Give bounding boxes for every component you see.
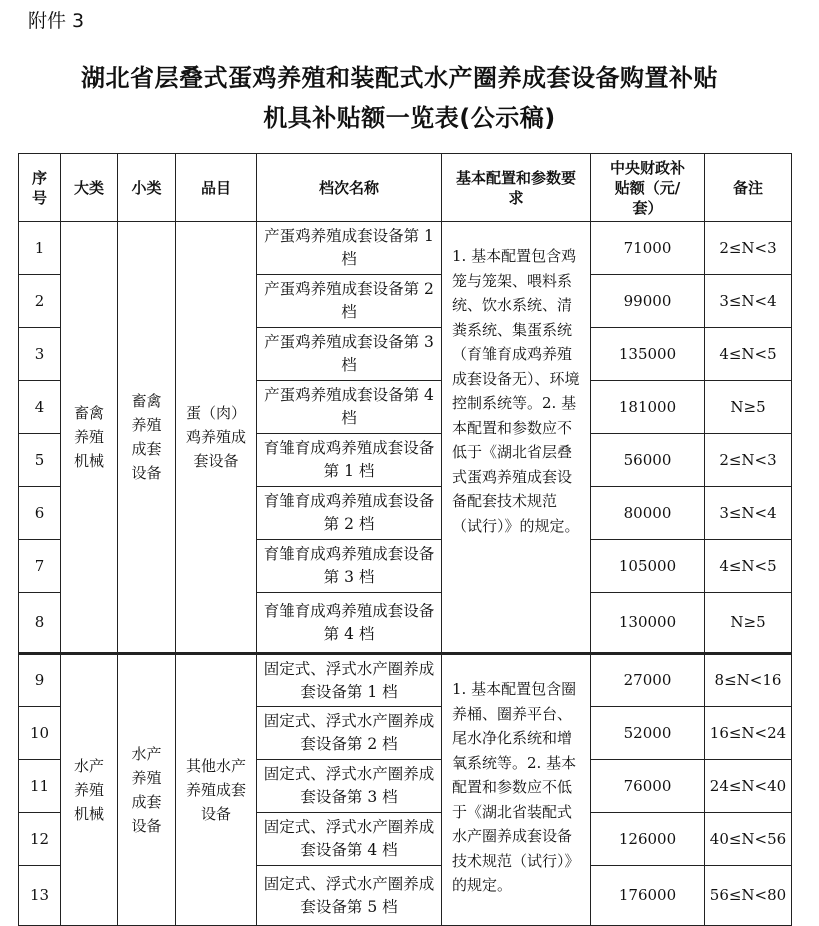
header-grade-name: 档次名称 xyxy=(257,154,442,222)
config-cell: 1. 基本配置包含圈养桶、圈养平台、尾水净化系统和增氧系统等。2. 基本配置和参数应不低于《湖北省装配式水产圈养成套设备技术规范（试行）》的规定。 xyxy=(442,654,591,926)
row-no: 7 xyxy=(19,540,61,593)
subsidy-cell: 71000 xyxy=(591,222,705,275)
item-cell: 蛋（肉）鸡养殖成套设备 xyxy=(176,222,257,654)
remark-cell: N≥5 xyxy=(705,593,792,654)
header-item: 品目 xyxy=(176,154,257,222)
subsidy-table xyxy=(18,153,792,926)
row-no: 9 xyxy=(19,654,61,707)
remark-cell: 4≤N<5 xyxy=(705,328,792,381)
header-subsidy: 中央财政补贴额（元/套） xyxy=(591,154,705,222)
remark-cell: 24≤N<40 xyxy=(705,760,792,813)
category-cell: 水产养殖机械 xyxy=(61,654,118,926)
row-no: 1 xyxy=(19,222,61,275)
header-subcategory: 小类 xyxy=(118,154,176,222)
grade-name-cell: 产蛋鸡养殖成套设备第 2 档 xyxy=(257,275,442,328)
grade-name-cell: 产蛋鸡养殖成套设备第 4 档 xyxy=(257,381,442,434)
remark-cell: 3≤N<4 xyxy=(705,487,792,540)
grade-name-cell: 固定式、浮式水产圈养成套设备第 3 档 xyxy=(257,760,442,813)
subsidy-cell: 56000 xyxy=(591,434,705,487)
subsidy-cell: 99000 xyxy=(591,275,705,328)
remark-cell: 56≤N<80 xyxy=(705,866,792,926)
document-title-line2: 机具补贴额一览表(公示稿) xyxy=(263,104,556,132)
remark-cell: 3≤N<4 xyxy=(705,275,792,328)
category-cell: 畜禽养殖机械 xyxy=(61,222,118,654)
grade-name-cell: 固定式、浮式水产圈养成套设备第 5 档 xyxy=(257,866,442,926)
remark-cell: 16≤N<24 xyxy=(705,707,792,760)
subsidy-cell: 76000 xyxy=(591,760,705,813)
row-no: 8 xyxy=(19,593,61,654)
remark-cell: 4≤N<5 xyxy=(705,540,792,593)
header-config: 基本配置和参数要求 xyxy=(442,154,591,222)
subcategory-cell: 水产养殖成套设备 xyxy=(118,654,176,926)
subsidy-cell: 181000 xyxy=(591,381,705,434)
item-cell: 其他水产养殖成套设备 xyxy=(176,654,257,926)
row-no: 11 xyxy=(19,760,61,813)
subsidy-cell: 52000 xyxy=(591,707,705,760)
remark-cell: N≥5 xyxy=(705,381,792,434)
remark-cell: 8≤N<16 xyxy=(705,654,792,707)
table-row xyxy=(19,654,792,707)
attachment-label: 附件 3 xyxy=(28,10,85,32)
header-remark: 备注 xyxy=(705,154,792,222)
grade-name-cell: 育雏育成鸡养殖成套设备第 1 档 xyxy=(257,434,442,487)
grade-name-cell: 育雏育成鸡养殖成套设备第 4 档 xyxy=(257,593,442,654)
row-no: 10 xyxy=(19,707,61,760)
grade-name-cell: 固定式、浮式水产圈养成套设备第 2 档 xyxy=(257,707,442,760)
table-row xyxy=(19,222,792,275)
row-no: 12 xyxy=(19,813,61,866)
remark-cell: 2≤N<3 xyxy=(705,434,792,487)
subsidy-cell: 135000 xyxy=(591,328,705,381)
subsidy-cell: 80000 xyxy=(591,487,705,540)
row-no: 6 xyxy=(19,487,61,540)
remark-cell: 2≤N<3 xyxy=(705,222,792,275)
grade-name-cell: 产蛋鸡养殖成套设备第 3 档 xyxy=(257,328,442,381)
document-title-line1: 湖北省层叠式蛋鸡养殖和装配式水产圈养成套设备购置补贴 xyxy=(81,64,718,92)
row-no: 13 xyxy=(19,866,61,926)
grade-name-cell: 育雏育成鸡养殖成套设备第 2 档 xyxy=(257,487,442,540)
subsidy-cell: 27000 xyxy=(591,654,705,707)
grade-name-cell: 产蛋鸡养殖成套设备第 1 档 xyxy=(257,222,442,275)
subcategory-cell: 畜禽养殖成套设备 xyxy=(118,222,176,654)
row-no: 4 xyxy=(19,381,61,434)
row-no: 2 xyxy=(19,275,61,328)
grade-name-cell: 固定式、浮式水产圈养成套设备第 4 档 xyxy=(257,813,442,866)
grade-name-cell: 固定式、浮式水产圈养成套设备第 1 档 xyxy=(257,654,442,707)
grade-name-cell: 育雏育成鸡养殖成套设备第 3 档 xyxy=(257,540,442,593)
header-no: 序号 xyxy=(19,154,61,222)
header-category: 大类 xyxy=(61,154,118,222)
subsidy-cell: 176000 xyxy=(591,866,705,926)
row-no: 5 xyxy=(19,434,61,487)
subsidy-cell: 105000 xyxy=(591,540,705,593)
table-header-row xyxy=(19,154,792,222)
remark-cell: 40≤N<56 xyxy=(705,813,792,866)
subsidy-cell: 126000 xyxy=(591,813,705,866)
row-no: 3 xyxy=(19,328,61,381)
subsidy-cell: 130000 xyxy=(591,593,705,654)
config-cell: 1. 基本配置包含鸡笼与笼架、喂料系统、饮水系统、清粪系统、集蛋系统（育雏育成鸡养殖成套设备无）、环境控制系统等。2. 基本配置和参数应不低于《湖北省层叠式蛋鸡养殖成套设备配套技术规范（试行）》的规定。 xyxy=(442,222,591,654)
